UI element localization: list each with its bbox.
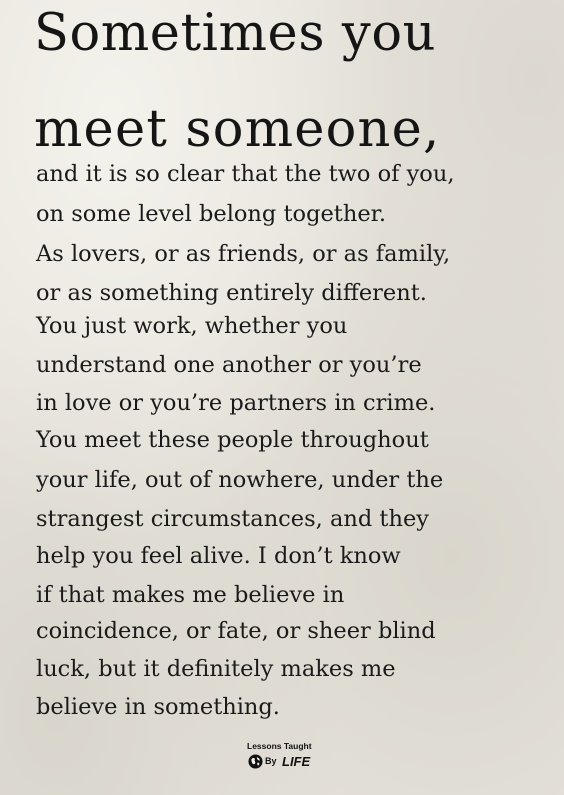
quote-line: on some level belong together.	[36, 201, 387, 227]
quote-line: coincidence, or fate, or sheer blind	[36, 618, 436, 644]
globe-icon	[248, 754, 263, 769]
logo-life-text: LIFE	[282, 753, 311, 769]
title-line-2: meet someone,	[34, 100, 441, 159]
quote-line: luck, but it definitely makes me	[36, 656, 396, 682]
lessons-taught-by-life-logo	[247, 741, 347, 777]
quote-line: and it is so clear that the two of you,	[36, 161, 455, 187]
quote-line: understand one another or you’re	[36, 352, 422, 378]
quote-line: believe in something.	[36, 694, 280, 720]
quote-line: in love or you’re partners in crime.	[36, 390, 436, 416]
title-line-1: Sometimes you	[34, 4, 437, 63]
quote-line: or as something entirely different.	[36, 280, 427, 306]
quote-line: help you feel alive. I don’t know	[36, 543, 401, 569]
quote-line: your life, out of nowhere, under the	[36, 467, 444, 493]
logo-top-text: Lessons Taught	[247, 741, 312, 751]
quote-line: You just work, whether you	[36, 313, 348, 339]
quote-line: if that makes me believe in	[36, 582, 345, 608]
logo-by-text: By	[265, 756, 277, 766]
quote-line: strangest circumstances, and they	[36, 506, 429, 532]
quote-line: As lovers, or as friends, or as family,	[36, 241, 451, 267]
quote-line: You meet these people throughout	[36, 427, 429, 453]
